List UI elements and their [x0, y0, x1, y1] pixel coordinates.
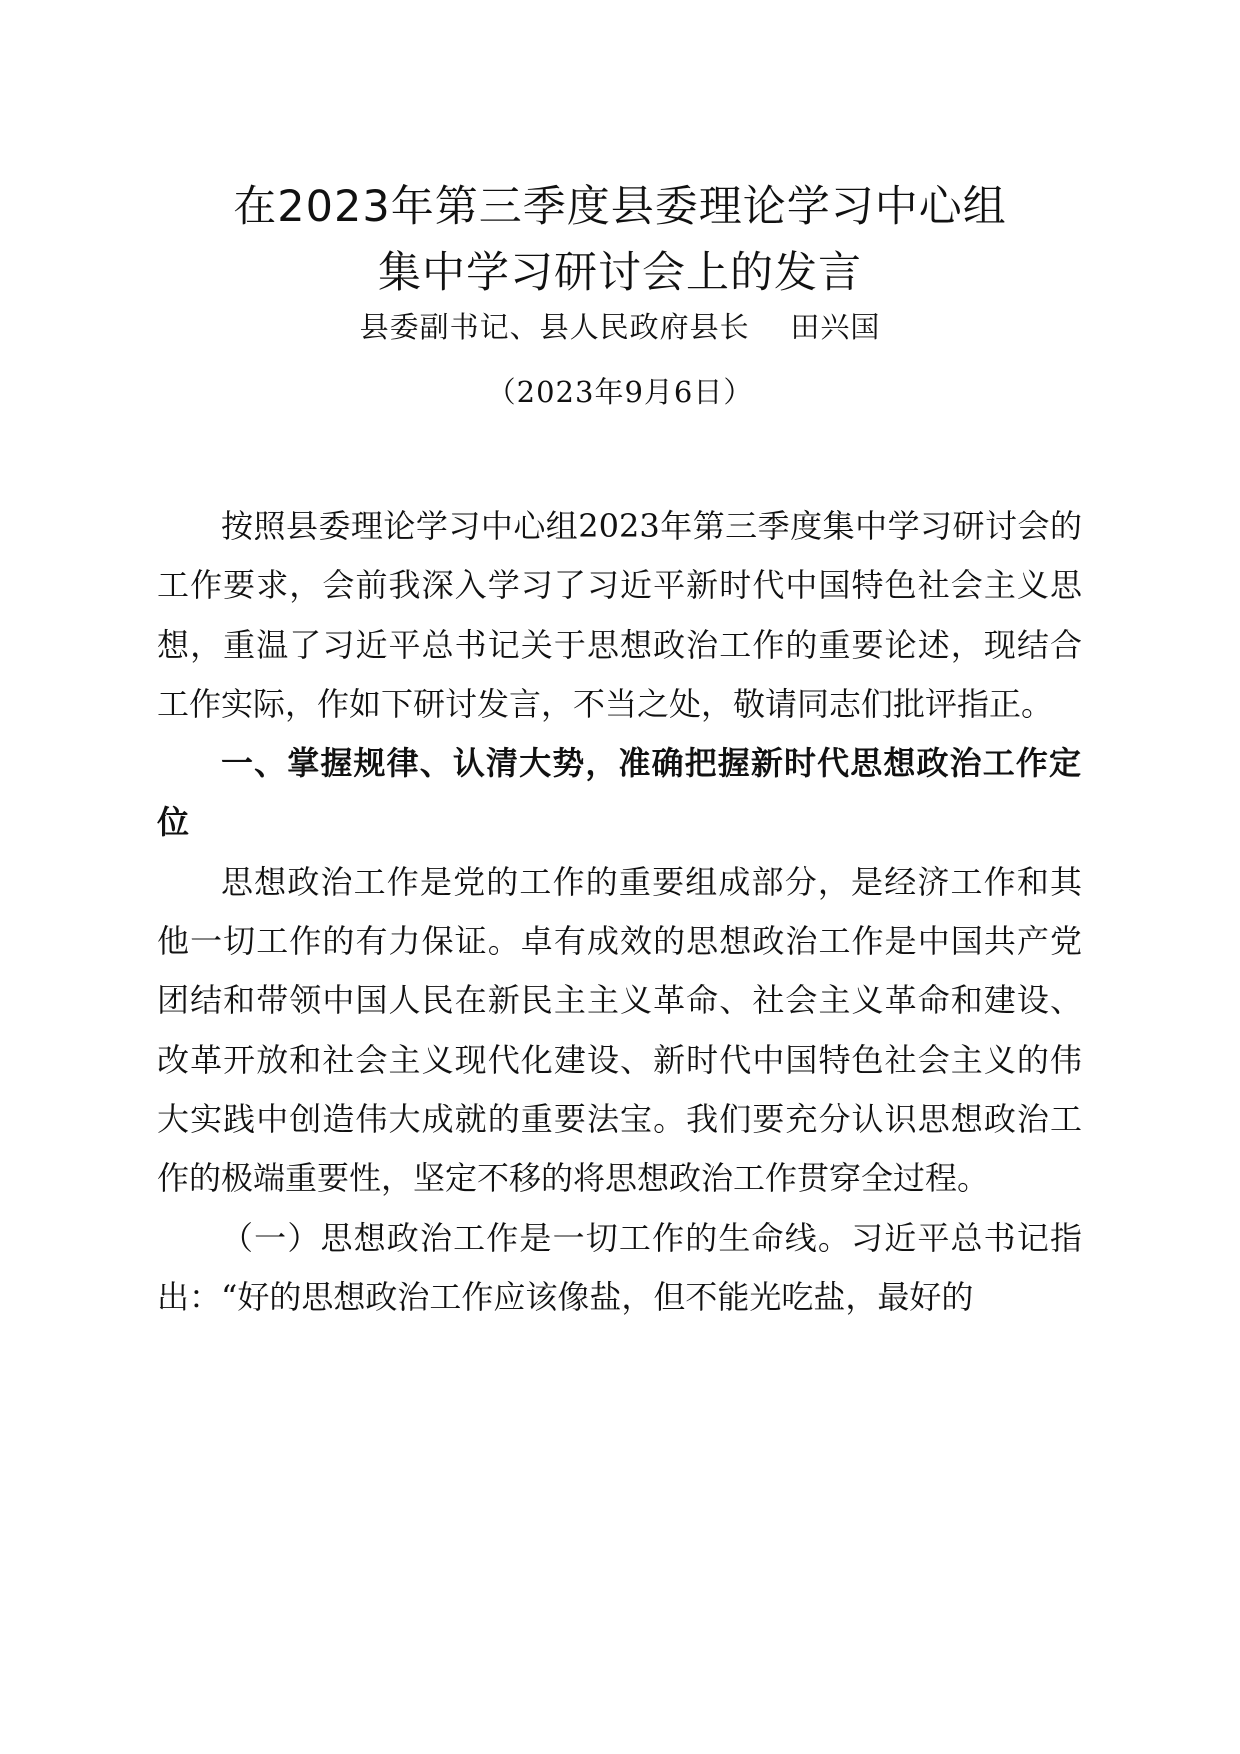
intro-paragraph: 按照县委理论学习中心组2023年第三季度集中学习研讨会的工作要求，会前我深入学习了习近平新时代中国特色社会主义思想，重温了习近平总书记关于思想政治工作的重要论述，现结合工作实际，作如下研讨发言，不当之处，敬请同志们批评指正。 — [157, 507, 1082, 723]
speaker-byline: 县委副书记、县人民政府县长 田兴国 — [359, 310, 881, 344]
speech-date: （2023年9月6日） — [486, 375, 754, 409]
body-paragraph: 思想政治工作是党的工作的重要组成部分，是经济工作和其他一切工作的有力保证。卓有成效的思想政治工作是中国共产党团结和带领中国人民在新民主主义革命、社会主义革命和建设、改革开放和社会主义现代化建设、新时代中国特色社会主义的伟大实践中创造伟大成就的重要法宝。我们要充分认识思想政治工作的极端重要性，坚定不移的将思想政治工作贯穿全过程。 — [157, 862, 1082, 1198]
document-body — [157, 497, 1082, 1327]
subsection-paragraph: （一）思想政治工作是一切工作的生命线。习近平总书记指出：“好的思想政治工作应该像盐，但不能光吃盐，最好的 — [157, 1218, 1082, 1316]
document-title-line-1: 在2023年第三季度县委理论学习中心组 — [233, 182, 1007, 232]
document-title-line-2: 集中学习研讨会上的发言 — [378, 248, 862, 298]
section-heading-1: 一、掌握规律、认清大势，准确把握新时代思想政治工作定位 — [157, 744, 1082, 842]
